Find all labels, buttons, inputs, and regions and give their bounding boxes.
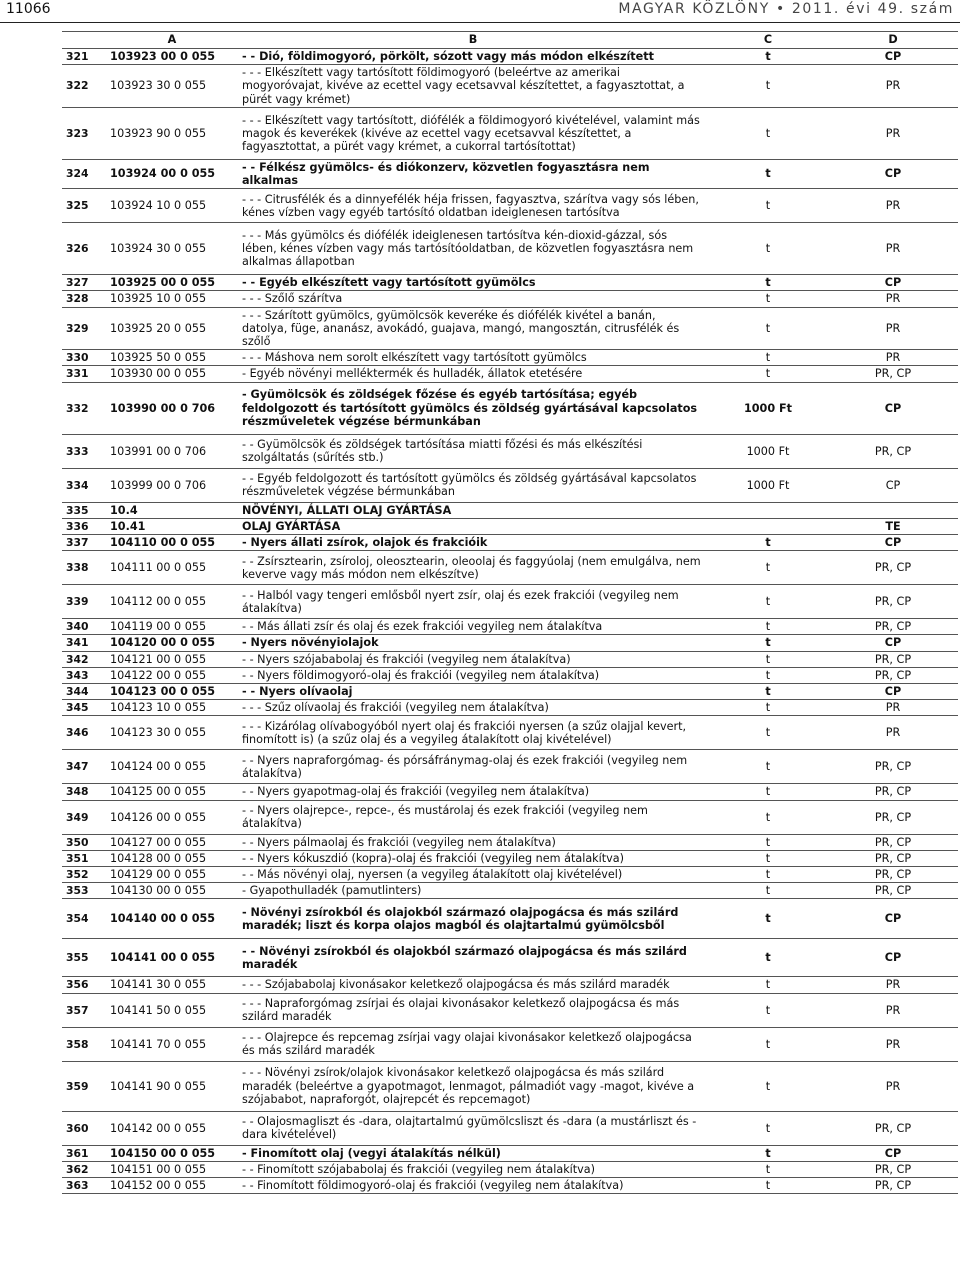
column-header-row-number [62, 32, 106, 49]
journal-title: MAGYAR KÖZLÖNY • 2011. évi 49. szám [618, 1, 954, 17]
row-code: 104123 10 0 055 [106, 700, 238, 716]
column-header-b: B [238, 32, 708, 49]
row-code: 104127 00 0 055 [106, 834, 238, 850]
row-number: 362 [62, 1161, 106, 1177]
row-number: 332 [62, 382, 106, 434]
row-description: - - Finomított szójababolaj és frakciói (vegyileg nem átalakítva) [238, 1161, 708, 1177]
row-type: PR, CP [828, 651, 958, 667]
row-description: - - Növényi zsírokból és olajokból származó olajpogácsa és más szilárd maradék [238, 939, 708, 977]
row-code: 104124 00 0 055 [106, 750, 238, 784]
row-description: - - Dió, földimogyoró, pörkölt, sózott vagy más módon elkészített [238, 49, 708, 65]
row-description: - - - Elkészített vagy tartósított, diófélék a földimogyoró kivételével, valamint más magok és keverékek (kivéve az ecettel vagy ecetsavval készítettet, a fagyasztottat, a pürét vagy krémet, a cukorral tartósítottat) [238, 107, 708, 159]
row-code: 104141 00 0 055 [106, 939, 238, 977]
table-row [62, 800, 958, 834]
row-type: PR [828, 189, 958, 223]
row-unit: t [708, 1061, 828, 1111]
table-row [62, 867, 958, 883]
table-row [62, 619, 958, 635]
table-row [62, 551, 958, 585]
row-description: - - Nyers szójababolaj és frakciói (vegyileg nem átalakítva) [238, 651, 708, 667]
table-row [62, 468, 958, 502]
table-row [62, 939, 958, 977]
row-description: - - - Szójababolaj kivonásakor keletkező olajpogácsa és más szilárd maradék [238, 977, 708, 993]
row-number: 347 [62, 750, 106, 784]
row-type: PR [828, 350, 958, 366]
row-description: - Gyümölcsök és zöldségek főzése és egyéb tartósítása; egyéb feldolgozott és tartósított gyümölcs és zöldség gyártásával kapcsolatos részműveletek végzése bérmunkában [238, 382, 708, 434]
row-type: PR, CP [828, 883, 958, 899]
column-header-row [62, 32, 958, 49]
row-type: PR, CP [828, 850, 958, 866]
row-unit: t [708, 366, 828, 382]
row-type: PR [828, 993, 958, 1027]
row-unit: t [708, 49, 828, 65]
row-description: - Egyéb növényi melléktermék és hulladék, állatok etetésére [238, 366, 708, 382]
row-unit: t [708, 716, 828, 750]
row-unit: 1000 Ft [708, 468, 828, 502]
tariff-table [62, 31, 958, 1194]
header-rule [0, 22, 960, 23]
row-number: 342 [62, 651, 106, 667]
row-description: - Gyapothulladék (pamutlinters) [238, 883, 708, 899]
row-number: 330 [62, 350, 106, 366]
row-number: 351 [62, 850, 106, 866]
row-unit: t [708, 750, 828, 784]
row-type: PR [828, 1061, 958, 1111]
row-code: 104141 70 0 055 [106, 1027, 238, 1061]
row-unit: t [708, 684, 828, 700]
row-code: 103925 20 0 055 [106, 307, 238, 350]
table-row [62, 366, 958, 382]
table-row [62, 1027, 958, 1061]
table-row [62, 1061, 958, 1111]
row-number: 335 [62, 502, 106, 518]
row-type: PR, CP [828, 434, 958, 468]
row-code: 104123 00 0 055 [106, 684, 238, 700]
row-type: PR, CP [828, 750, 958, 784]
table-row [62, 784, 958, 800]
table-row [62, 307, 958, 350]
row-description: OLAJ GYÁRTÁSA [238, 518, 708, 534]
row-unit: 1000 Ft [708, 434, 828, 468]
row-type: PR [828, 223, 958, 275]
row-description: - - - Citrusfélék és a dinnyefélék héja frissen, fagyasztva, szárítva vagy sós lében, kénes vízben vagy egyéb tartósító oldatban ideiglenesen tartósítva [238, 189, 708, 223]
row-number: 357 [62, 993, 106, 1027]
row-code: 103923 90 0 055 [106, 107, 238, 159]
row-type: PR [828, 291, 958, 307]
table-row [62, 700, 958, 716]
table-row [62, 291, 958, 307]
row-unit: t [708, 307, 828, 350]
row-number: 353 [62, 883, 106, 899]
row-code: 104122 00 0 055 [106, 667, 238, 683]
table-row [62, 977, 958, 993]
row-number: 360 [62, 1111, 106, 1145]
row-description: - - Nyers olívaolaj [238, 684, 708, 700]
row-type: PR, CP [828, 1161, 958, 1177]
table-row [62, 382, 958, 434]
row-number: 349 [62, 800, 106, 834]
row-description: - - Más növényi olaj, nyersen (a vegyileg átalakított olaj kivételével) [238, 867, 708, 883]
row-unit: t [708, 1161, 828, 1177]
row-unit: t [708, 535, 828, 551]
row-code: 103924 00 0 055 [106, 159, 238, 188]
row-number: 352 [62, 867, 106, 883]
row-code: 104121 00 0 055 [106, 651, 238, 667]
row-description: NÖVÉNYI, ÁLLATI OLAJ GYÁRTÁSA [238, 502, 708, 518]
row-type: PR, CP [828, 867, 958, 883]
row-description: - Nyers növényiolajok [238, 635, 708, 651]
row-number: 331 [62, 366, 106, 382]
table-body [62, 49, 958, 1194]
row-unit: t [708, 883, 828, 899]
row-unit: t [708, 189, 828, 223]
row-type: CP [828, 49, 958, 65]
row-type: PR, CP [828, 551, 958, 585]
row-code: 10.4 [106, 502, 238, 518]
row-type: CP [828, 939, 958, 977]
row-description: - Növényi zsírokból és olajokból származó olajpogácsa és más szilárd maradék; liszt és korpa olajos magból és olajtartalmú gyümölcsből [238, 899, 708, 939]
row-number: 348 [62, 784, 106, 800]
table-row [62, 518, 958, 534]
table-row [62, 993, 958, 1027]
row-unit: t [708, 977, 828, 993]
row-number: 354 [62, 899, 106, 939]
row-code: 104142 00 0 055 [106, 1111, 238, 1145]
row-unit: t [708, 275, 828, 291]
row-description: - - Nyers pálmaolaj és frakciói (vegyileg nem átalakítva) [238, 834, 708, 850]
row-description: - - Nyers földimogyoró-olaj és frakciói (vegyileg nem átalakítva) [238, 667, 708, 683]
table-row [62, 716, 958, 750]
row-unit: t [708, 159, 828, 188]
row-code: 104123 30 0 055 [106, 716, 238, 750]
row-number: 324 [62, 159, 106, 188]
row-number: 339 [62, 585, 106, 619]
row-unit: t [708, 784, 828, 800]
table-row [62, 1145, 958, 1161]
table-row [62, 223, 958, 275]
row-number: 340 [62, 619, 106, 635]
row-number: 341 [62, 635, 106, 651]
row-description: - Finomított olaj (vegyi átalakítás nélkül) [238, 1145, 708, 1161]
row-type: TE [828, 518, 958, 534]
row-code: 104112 00 0 055 [106, 585, 238, 619]
row-unit: t [708, 635, 828, 651]
row-unit: t [708, 1145, 828, 1161]
row-unit: t [708, 107, 828, 159]
row-type: PR, CP [828, 800, 958, 834]
row-type: CP [828, 159, 958, 188]
row-number: 325 [62, 189, 106, 223]
row-code: 103924 10 0 055 [106, 189, 238, 223]
row-type [828, 502, 958, 518]
row-code: 104150 00 0 055 [106, 1145, 238, 1161]
row-type: PR, CP [828, 1111, 958, 1145]
table-row [62, 899, 958, 939]
row-unit [708, 518, 828, 534]
table-row [62, 667, 958, 683]
row-description: - - - Szárított gyümölcs, gyümölcsök keveréke és diófélék kivétel a banán, datolya, füge, ananász, avokádó, guajava, mangó, mangosztán, citrusfélék és szőlő [238, 307, 708, 350]
row-description: - - - Más gyümölcs és diófélék ideiglenesen tartósítva kén-dioxid-gázzal, sós lében, kénes vízben vagy más tartósítóoldatban, de közvetlen fogyasztásra nem alkalmas állapotban [238, 223, 708, 275]
row-code: 104111 00 0 055 [106, 551, 238, 585]
row-unit: t [708, 551, 828, 585]
row-number: 345 [62, 700, 106, 716]
row-unit: t [708, 1178, 828, 1194]
row-unit [708, 502, 828, 518]
row-unit: t [708, 700, 828, 716]
row-description: - - Nyers kókuszdió (kopra)-olaj és frakciói (vegyileg nem átalakítva) [238, 850, 708, 866]
row-code: 104119 00 0 055 [106, 619, 238, 635]
row-code: 104126 00 0 055 [106, 800, 238, 834]
row-description: - - - Máshova nem sorolt elkészített vagy tartósított gyümölcs [238, 350, 708, 366]
row-number: 322 [62, 65, 106, 108]
table-row [62, 750, 958, 784]
row-code: 103990 00 0 706 [106, 382, 238, 434]
row-unit: t [708, 619, 828, 635]
row-code: 10.41 [106, 518, 238, 534]
row-code: 104141 50 0 055 [106, 993, 238, 1027]
row-unit: t [708, 939, 828, 977]
row-code: 104120 00 0 055 [106, 635, 238, 651]
table-row [62, 434, 958, 468]
row-number: 359 [62, 1061, 106, 1111]
row-unit: t [708, 1027, 828, 1061]
row-description: - - Félkész gyümölcs- és diókonzerv, közvetlen fogyasztásra nem alkalmas [238, 159, 708, 188]
row-code: 103923 00 0 055 [106, 49, 238, 65]
page-number: 11066 [6, 1, 51, 17]
row-type: CP [828, 468, 958, 502]
row-type: PR [828, 716, 958, 750]
row-code: 104152 00 0 055 [106, 1178, 238, 1194]
row-code: 104128 00 0 055 [106, 850, 238, 866]
column-header-a: A [106, 32, 238, 49]
row-code: 103925 10 0 055 [106, 291, 238, 307]
row-description: - - - Szűz olívaolaj és frakciói (vegyileg nem átalakítva) [238, 700, 708, 716]
row-number: 323 [62, 107, 106, 159]
row-unit: 1000 Ft [708, 382, 828, 434]
row-type: PR, CP [828, 784, 958, 800]
row-number: 350 [62, 834, 106, 850]
row-type: PR [828, 977, 958, 993]
row-unit: t [708, 223, 828, 275]
table-row [62, 850, 958, 866]
table-row [62, 502, 958, 518]
row-number: 356 [62, 977, 106, 993]
row-type: PR, CP [828, 366, 958, 382]
row-number: 329 [62, 307, 106, 350]
table-row [62, 635, 958, 651]
row-description: - - Gyümölcsök és zöldségek tartósítása miatti főzési és más elkészítési szolgáltatás (sűrítés stb.) [238, 434, 708, 468]
row-number: 346 [62, 716, 106, 750]
row-description: - - - Napraforgómag zsírjai és olajai kivonásakor keletkező olajpogácsa és más szilárd maradék [238, 993, 708, 1027]
row-type: PR [828, 107, 958, 159]
row-description: - - - Olajrepce és repcemag zsírjai vagy olajai kivonásakor keletkező olajpogácsa és más szilárd maradék [238, 1027, 708, 1061]
row-number: 338 [62, 551, 106, 585]
row-type: CP [828, 535, 958, 551]
row-code: 103999 00 0 706 [106, 468, 238, 502]
row-type: PR [828, 700, 958, 716]
row-code: 104141 90 0 055 [106, 1061, 238, 1111]
row-number: 321 [62, 49, 106, 65]
row-type: CP [828, 275, 958, 291]
row-number: 355 [62, 939, 106, 977]
table-row [62, 65, 958, 108]
table-row [62, 49, 958, 65]
row-unit: t [708, 1111, 828, 1145]
table-row [62, 834, 958, 850]
row-description: - - Nyers gyapotmag-olaj és frakciói (vegyileg nem átalakítva) [238, 784, 708, 800]
row-description: - - Zsírsztearin, zsíroloj, oleosztearin, oleoolaj és faggyúolaj (nem emulgálva, nem keverve vagy más módon nem elkészítve) [238, 551, 708, 585]
row-type: PR [828, 65, 958, 108]
row-unit: t [708, 667, 828, 683]
row-type: CP [828, 684, 958, 700]
row-number: 328 [62, 291, 106, 307]
row-code: 104129 00 0 055 [106, 867, 238, 883]
row-code: 104151 00 0 055 [106, 1161, 238, 1177]
row-description: - - - Kizárólag olívabogyóból nyert olaj és frakciói nyersen (a szűz olajjal kevert, finomított is) (a szűz olaj és a vegyileg átalakított olaj kivételével) [238, 716, 708, 750]
row-unit: t [708, 867, 828, 883]
table-row [62, 1111, 958, 1145]
row-unit: t [708, 585, 828, 619]
row-code: 103925 50 0 055 [106, 350, 238, 366]
row-code: 104141 30 0 055 [106, 977, 238, 993]
row-type: CP [828, 1145, 958, 1161]
row-description: - - Olajosmagliszt és -dara, olajtartalmú gyümölcsliszt és -dara (a mustárliszt és -dara kivételével) [238, 1111, 708, 1145]
row-description: - - - Elkészített vagy tartósított földimogyoró (beleértve az amerikai mogyoróvajat, kivéve az ecettel vagy ecetsavval készítettet, a fagyasztottat, a pürét vagy krémet) [238, 65, 708, 108]
row-number: 344 [62, 684, 106, 700]
table-row [62, 883, 958, 899]
row-description: - Nyers állati zsírok, olajok és frakcióik [238, 535, 708, 551]
row-code: 104110 00 0 055 [106, 535, 238, 551]
row-code: 103925 00 0 055 [106, 275, 238, 291]
row-number: 343 [62, 667, 106, 683]
row-description: - - Nyers napraforgómag- és pórsáfránymag-olaj és ezek frakciói (vegyileg nem átalakítva) [238, 750, 708, 784]
row-type: PR, CP [828, 619, 958, 635]
row-type: PR [828, 307, 958, 350]
row-code: 103991 00 0 706 [106, 434, 238, 468]
row-description: - - Halból vagy tengeri emlősből nyert zsír, olaj és ezek frakciói (vegyileg nem átalakítva) [238, 585, 708, 619]
row-unit: t [708, 899, 828, 939]
row-type: CP [828, 635, 958, 651]
table-row [62, 189, 958, 223]
column-header-d: D [828, 32, 958, 49]
row-description: - - Más állati zsír és olaj és ezek frakciói vegyileg nem átalakítva [238, 619, 708, 635]
table-row [62, 159, 958, 188]
row-unit: t [708, 800, 828, 834]
row-number: 363 [62, 1178, 106, 1194]
row-number: 336 [62, 518, 106, 534]
row-number: 361 [62, 1145, 106, 1161]
row-code: 104130 00 0 055 [106, 883, 238, 899]
table-row [62, 535, 958, 551]
row-description: - - Finomított földimogyoró-olaj és frakciói (vegyileg nem átalakítva) [238, 1178, 708, 1194]
row-number: 326 [62, 223, 106, 275]
row-number: 358 [62, 1027, 106, 1061]
row-code: 104140 00 0 055 [106, 899, 238, 939]
row-unit: t [708, 350, 828, 366]
row-number: 333 [62, 434, 106, 468]
row-code: 103924 30 0 055 [106, 223, 238, 275]
row-code: 104125 00 0 055 [106, 784, 238, 800]
row-type: CP [828, 382, 958, 434]
row-unit: t [708, 291, 828, 307]
row-number: 327 [62, 275, 106, 291]
table-row [62, 107, 958, 159]
row-unit: t [708, 651, 828, 667]
row-type: PR, CP [828, 667, 958, 683]
row-description: - - Egyéb elkészített vagy tartósított gyümölcs [238, 275, 708, 291]
row-description: - - Nyers olajrepce-, repce-, és mustárolaj és ezek frakciói (vegyileg nem átalakítva) [238, 800, 708, 834]
row-description: - - - Növényi zsírok/olajok kivonásakor keletkező olajpogácsa és más szilárd maradék (beleértve a gyapotmagot, lenmagot, pálmadiót vagy -magot, kivéve a szójababot, napraforgót, olajrepcét és repcemagot) [238, 1061, 708, 1111]
table-row [62, 350, 958, 366]
table-row [62, 684, 958, 700]
column-header-c: C [708, 32, 828, 49]
row-type: PR, CP [828, 1178, 958, 1194]
row-number: 337 [62, 535, 106, 551]
row-unit: t [708, 65, 828, 108]
table-row [62, 1161, 958, 1177]
row-unit: t [708, 993, 828, 1027]
row-description: - - - Szőlő szárítva [238, 291, 708, 307]
row-code: 103930 00 0 055 [106, 366, 238, 382]
row-unit: t [708, 850, 828, 866]
table-row [62, 1178, 958, 1194]
row-type: PR, CP [828, 834, 958, 850]
row-number: 334 [62, 468, 106, 502]
table-row [62, 275, 958, 291]
row-unit: t [708, 834, 828, 850]
row-description: - - Egyéb feldolgozott és tartósított gyümölcs és zöldség gyártásával kapcsolatos részműveletek végzése bérmunkában [238, 468, 708, 502]
table-row [62, 585, 958, 619]
page-header [0, 0, 960, 24]
row-code: 103923 30 0 055 [106, 65, 238, 108]
row-type: CP [828, 899, 958, 939]
table-row [62, 651, 958, 667]
row-type: PR [828, 1027, 958, 1061]
row-type: PR, CP [828, 585, 958, 619]
